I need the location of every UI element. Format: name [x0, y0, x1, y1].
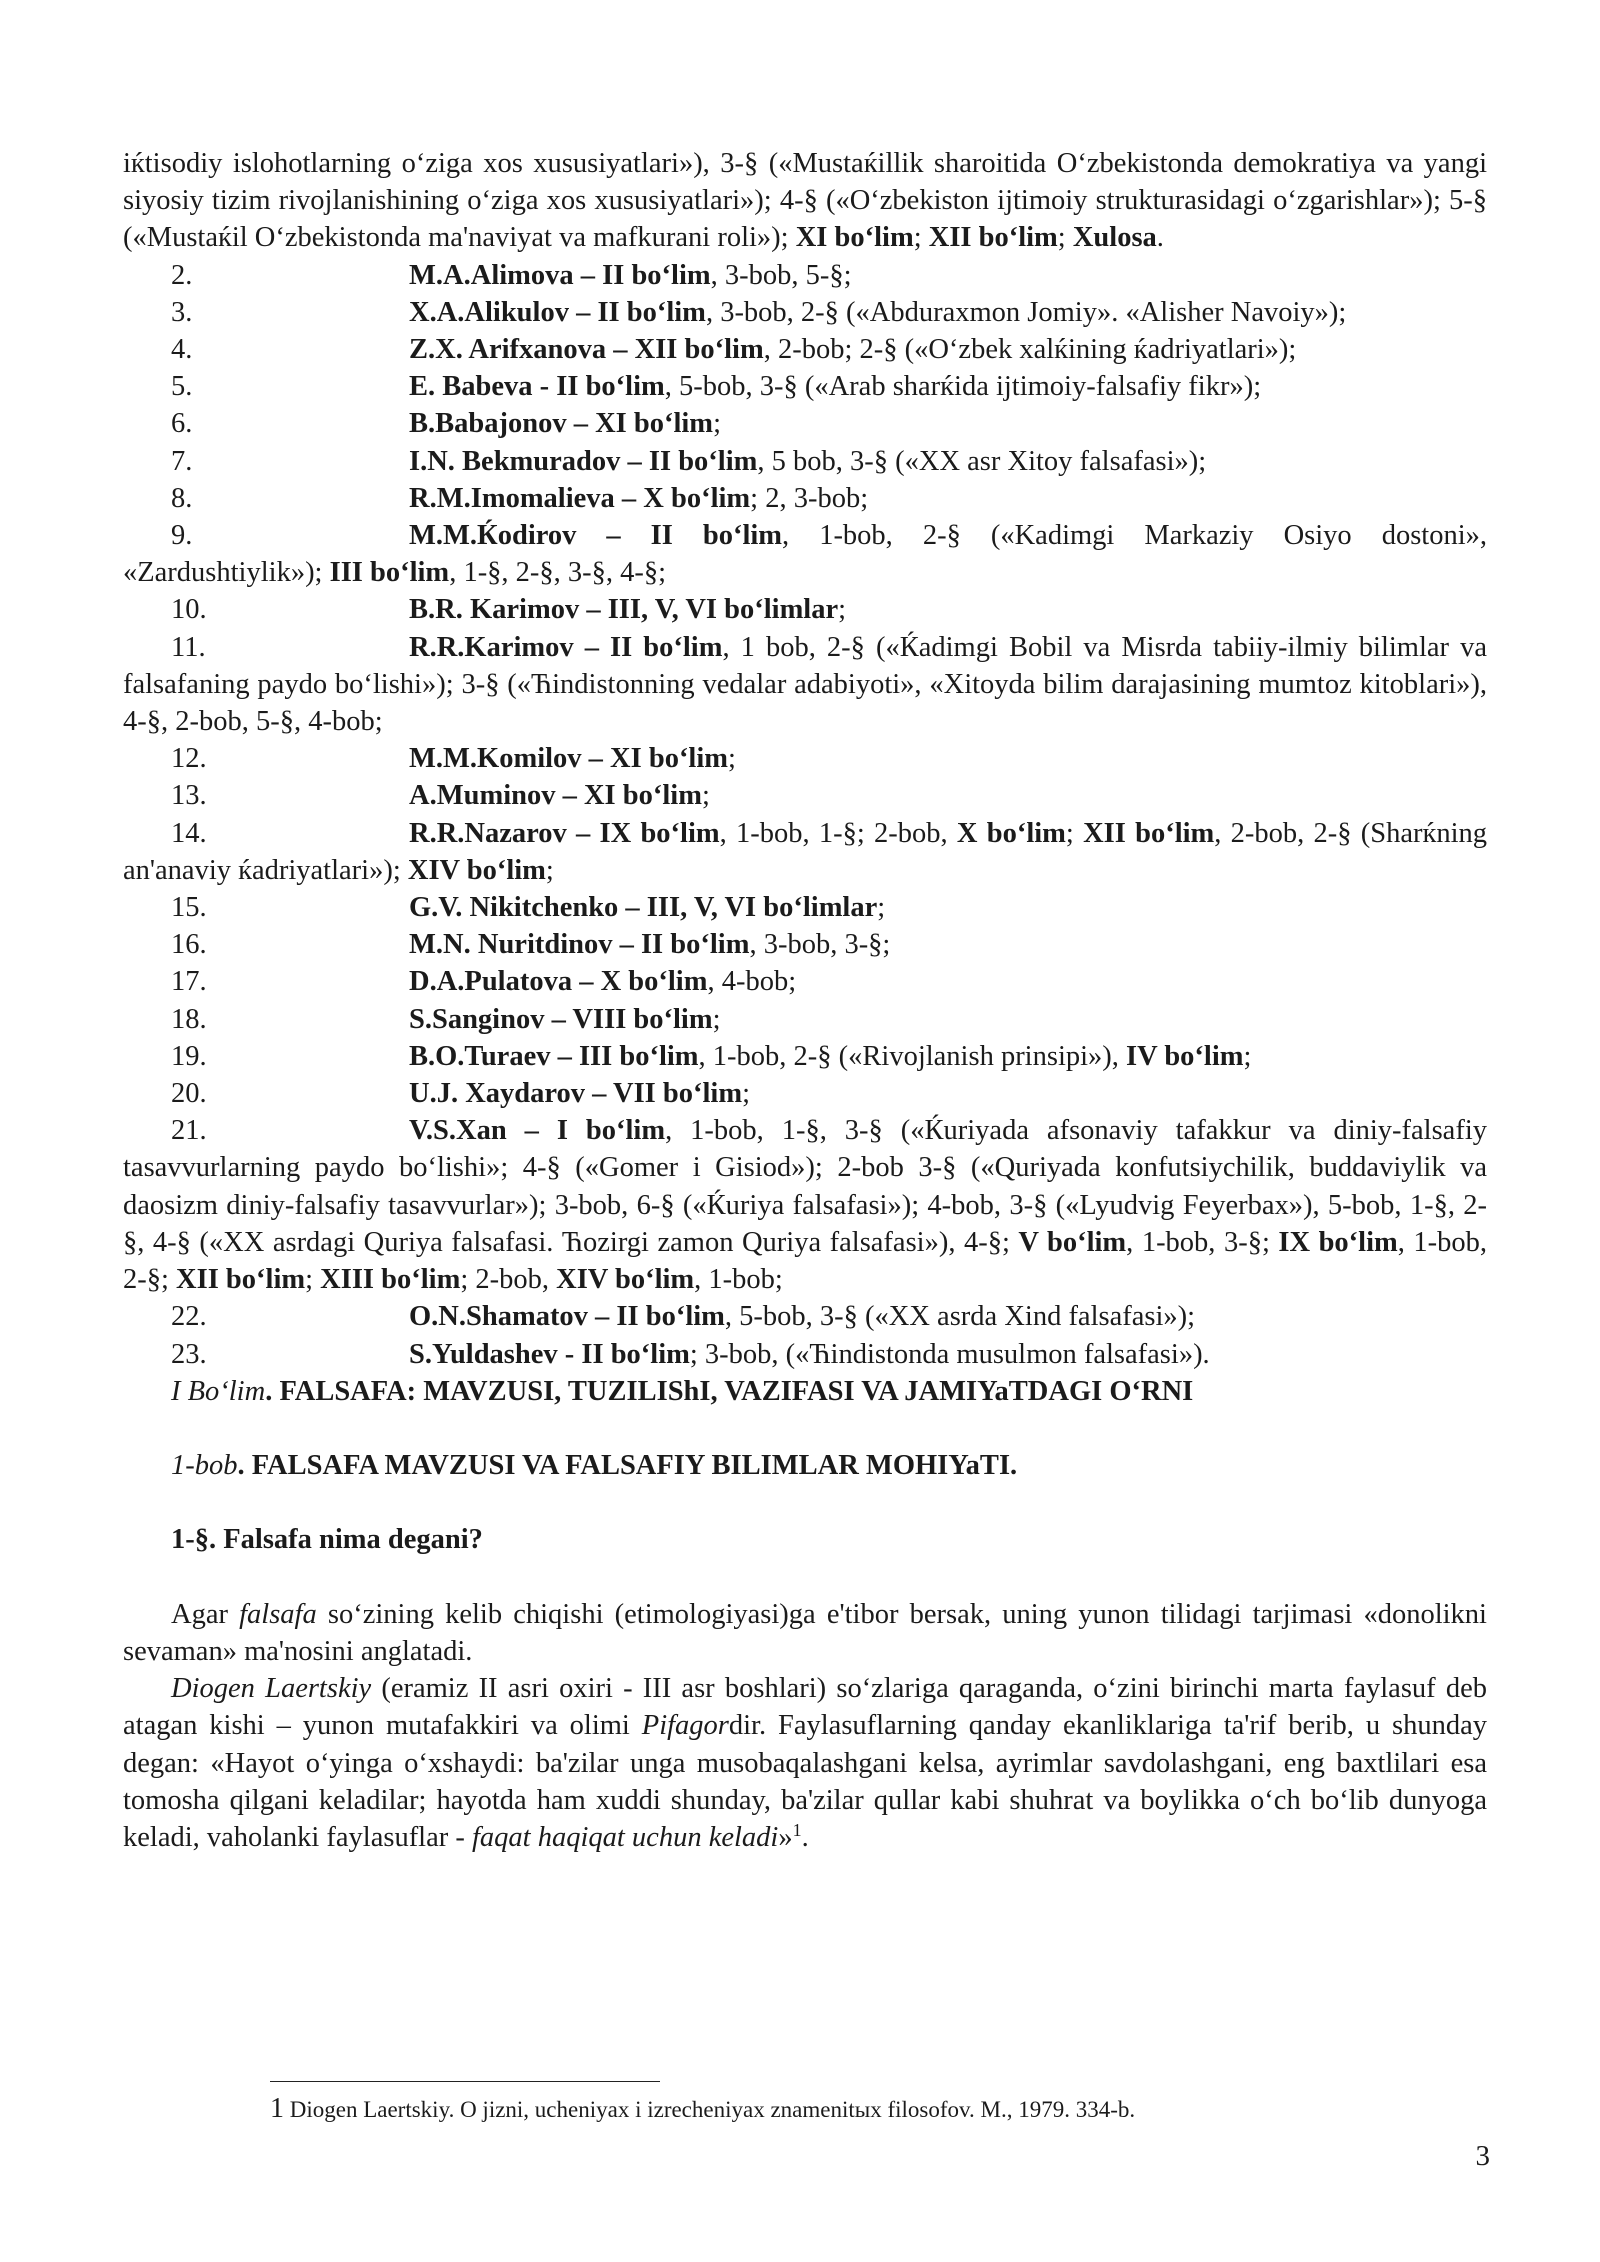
- entry-bold-text: U.J. Xaydarov – VII bo‘lim: [409, 1078, 743, 1110]
- entry-text: ;: [728, 743, 736, 775]
- entry-bold-text: IX bo‘lim: [1278, 1226, 1398, 1258]
- entry-bold-text: R.M.Imomalieva – X bo‘lim: [409, 482, 751, 514]
- entry-number: 23.: [171, 1338, 207, 1370]
- intro-paragraph: iќtisodiy islohotlarning o‘ziga xos xususiyatlari»), 3-§ («Mustaќillik sharoitida O‘zbekistonda demokratiya va yangi siyosiy tizim rivojlanishining o‘ziga xos xususiyatlari»); 4-§ («O‘zbekiston ijtimoiy strukturasidagi o‘zgarishlar»); 5-§ («Mustaќil O‘zbekistonda ma'naviyat va mafkurani roli»); XI bo‘lim; XII bo‘lim; Xulosa.: [123, 148, 1487, 254]
- entry-text: , 1-bob, 1-§, 3-§ («Ќuriyada afsonaviy tafakkur va diniy-falsafiy tasavvurlarning paydo bo‘lishi»; 4-§ («Gomer i Gisiod»); 2-bob 3-§ («Quriyada konfutsiychilik, buddaviylik va daosizm diniy-falsafiy tasavvurlar»); 3-bob, 6-§ («Ќuriya falsafasi»); 4-bob, 3-§ («Lyudvig Feyerbax»), 5-bob, 1-§, 2-§, 4-§ («XX asrdagi Quriya falsafasi. Ћozirgi zamon Quriya falsafasi»), 4-§;: [123, 1115, 1487, 1258]
- entry-number: 6.: [171, 408, 193, 440]
- entry-bold-text: B.R. Karimov – III, V, VI bo‘limlar: [409, 594, 839, 626]
- entry-bold-text: D.A.Pulatova – X bo‘lim: [409, 966, 708, 998]
- entry-number: 8.: [171, 482, 193, 514]
- contributor-entry: [123, 740, 1487, 777]
- entry-number: 10.: [171, 594, 207, 626]
- footnote-separator: [270, 2081, 660, 2082]
- entry-text: , 3-bob, 5-§;: [710, 259, 852, 291]
- entry-number: 22.: [171, 1301, 207, 1333]
- entry-text: , 1-bob;: [694, 1264, 783, 1296]
- entry-text: ;: [713, 408, 721, 440]
- contributor-entry: [123, 517, 1487, 591]
- entry-bold-text: X.A.Alikulov – II bo‘lim: [409, 296, 706, 328]
- entry-number: 17.: [171, 966, 207, 998]
- entry-number: 11.: [171, 631, 206, 663]
- contributor-entry: [123, 405, 1487, 442]
- entry-text: ;: [742, 1078, 750, 1110]
- contributor-entry: [123, 257, 1487, 294]
- entry-text: ;: [712, 1003, 721, 1035]
- entry-text: ;: [1065, 817, 1084, 849]
- entry-text: , 1-bob, 2-§;: [123, 1226, 1487, 1296]
- entry-text: , 1-bob, 3-§;: [1126, 1226, 1279, 1258]
- entry-bold-text: O.N.Shamatov – II bo‘lim: [409, 1301, 725, 1333]
- entry-number: 15.: [171, 892, 207, 924]
- entry-bold-text: G.V. Nikitchenko – III, V, VI bo‘limlar: [409, 892, 878, 924]
- entry-bold-text: M.A.Alimova – II bo‘lim: [409, 259, 711, 291]
- entry-text: ;: [1243, 1040, 1252, 1072]
- entry-bold-text: R.R.Nazarov – IX bo‘lim: [409, 817, 720, 849]
- entry-text: ;: [877, 892, 886, 924]
- entry-bold-text: IV bo‘lim: [1126, 1040, 1244, 1072]
- entry-number: 3.: [171, 296, 193, 328]
- entry-text: , 2-bob; 2-§ («O‘zbek xalќining ќadriyatlari»);: [763, 334, 1297, 366]
- footnote-reference[interactable]: 1: [792, 1820, 802, 1841]
- entry-bold-text: R.R.Karimov – II bo‘lim: [409, 631, 723, 663]
- entry-text: , 3-bob, 3-§;: [749, 929, 891, 961]
- contributor-entry: [123, 294, 1487, 331]
- entry-text: , 1-bob, 1-§; 2-bob,: [719, 817, 957, 849]
- entry-bold-text: M.M.Komilov – XI bo‘lim: [409, 743, 729, 775]
- entry-text: ;: [838, 594, 847, 626]
- contributor-entry: [123, 777, 1487, 814]
- entry-bold-text: A.Muminov – XI bo‘lim: [409, 780, 702, 812]
- contributor-entry: [123, 629, 1487, 741]
- entry-text: , 4-bob;: [707, 966, 797, 998]
- entry-bold-text: B.Babajonov – XI bo‘lim: [409, 408, 714, 440]
- entry-number: 9.: [171, 520, 193, 552]
- entry-text: ;: [545, 854, 554, 886]
- entry-text: , 1 bob, 2-§ («Ќadimgi Bobil va Misrda tabiiy-ilmiy bilimlar va falsafaning paydo bo‘lishi»); 3-§ («Ћindistonning vedalar adabiyoti», «Xitoyda bilim darajasining mumtoz kitoblari»), 4-§, 2-bob, 5-§, 4-bob;: [123, 631, 1487, 738]
- contributor-list: [123, 257, 1487, 1373]
- entry-text: ;: [701, 780, 710, 812]
- body-paragraph-1: Agar falsafa so‘zining kelib chiqishi (etimologiyasi)ga e'tibor bersak, uning yunon tilidagi tarjimasi «donolikni sevaman» ma'nosini anglatadi.: [123, 1598, 1487, 1668]
- entry-bold-text: XII bo‘lim: [176, 1264, 306, 1296]
- entry-number: 18.: [171, 1003, 207, 1035]
- contributor-entry: [123, 963, 1487, 1000]
- contributor-entry: [123, 480, 1487, 517]
- page-number: 3: [1475, 2140, 1490, 2172]
- body-paragraph-2: Diogen Laertskiy (eramiz II asri oxiri - III asr boshlari) so‘zlariga qaraganda, o‘zini birinchi marta faylasuf deb atagan kishi – yunon mutafakkiri va olimi Pifagordir. Faylasuflarning qanday ekanliklariga ta'rif berib, u shunday degan: «Hayot o‘yinga o‘xshaydi: ba'zilar unga musobaqalashgani kelsa, ayrimlar savdolashgani, eng baxtlilari esa tomosha qilgani keladilar; hayotda ham xuddi shunday, ba'zilar qullar kabi shuhrat va boylikka o‘ch bo‘lib dunyoga keladi, vaholanki faylasuflar - faqat haqiqat uchun keladi»$^1$.: [123, 1673, 1488, 1854]
- entry-bold-text: M.M.Ќodirov – II bo‘lim: [409, 520, 783, 552]
- entry-bold-text: XIII bo‘lim: [320, 1264, 461, 1296]
- entry-text: ; 2, 3-bob;: [750, 482, 869, 514]
- contributor-entry: [123, 1038, 1487, 1075]
- entry-number: 20.: [171, 1078, 207, 1110]
- contributor-entry: [123, 591, 1487, 628]
- entry-text: , 1-bob, 2-§ («Rivojlanish prinsipi»),: [698, 1040, 1127, 1072]
- entry-text: , 1-§, 2-§, 3-§, 4-§;: [449, 557, 667, 589]
- contributor-entry: [123, 815, 1487, 889]
- entry-bold-text: I.N. Bekmuradov – II bo‘lim: [409, 445, 758, 477]
- contributor-entry: [123, 1112, 1487, 1298]
- entry-bold-text: X bo‘lim: [956, 817, 1066, 849]
- contributor-entry: [123, 926, 1487, 963]
- contributor-entry: [123, 443, 1487, 480]
- contributor-entry: [123, 331, 1487, 368]
- footnote: 1 Diogen Laertskiy. O jizni, ucheniyax i izrecheniyax znamenitыx filosofov. M., 1979. 334-b.: [270, 2093, 1136, 2124]
- document-body: [123, 145, 1487, 1856]
- section-heading: I Bo‘lim. FALSAFA: MAVZUSI, TUZILIShI, VAZIFASI VA JAMIYaTDAGI O‘RNI: [171, 1375, 1194, 1407]
- entry-text: , 3-bob, 2-§ («Abduraxmon Jomiy». «Alisher Navoiy»);: [705, 296, 1347, 328]
- contributor-entry: [123, 1336, 1487, 1373]
- entry-text: , 5-bob, 3-§ («XX asrda Xind falsafasi»);: [724, 1301, 1196, 1333]
- entry-text: ; 3-bob, («Ћindistonda musulmon falsafasi»).: [689, 1338, 1210, 1370]
- entry-bold-text: V.S.Xan – I bo‘lim: [409, 1115, 666, 1147]
- entry-number: 7.: [171, 445, 193, 477]
- entry-number: 21.: [171, 1115, 207, 1147]
- entry-text: , 2-bob, 2-§ (Sharќning an'anaviy ќadriyatlari»);: [123, 817, 1488, 886]
- entry-bold-text: S.Sanginov – VIII bo‘lim: [409, 1003, 713, 1035]
- entry-number: 13.: [171, 780, 207, 812]
- entry-text: , 5 bob, 3-§ («XX asr Xitoy falsafasi»);: [757, 445, 1207, 477]
- contributor-entry: [123, 1075, 1487, 1112]
- entry-bold-text: S.Yuldashev - II bo‘lim: [409, 1338, 690, 1370]
- subsection-heading: 1-§. Falsafa nima degani?: [171, 1524, 483, 1556]
- entry-number: 16.: [171, 929, 207, 961]
- entry-text: , 1-bob, 2-§ («Kadimgi Markaziy Osiyo dostoni», «Zardushtiylik»);: [123, 520, 1487, 589]
- contributor-entry: [123, 368, 1487, 405]
- contributor-entry: [123, 889, 1487, 926]
- entry-text: ;: [305, 1264, 321, 1296]
- contributor-entry: [123, 1001, 1487, 1038]
- entry-bold-text: Z.X. Arifxanova – XII bo‘lim: [409, 334, 764, 366]
- entry-number: 19.: [171, 1040, 207, 1072]
- entry-bold-text: M.N. Nuritdinov – II bo‘lim: [409, 929, 750, 961]
- entry-bold-text: XII bo‘lim: [1083, 817, 1215, 849]
- entry-number: 4.: [171, 334, 193, 366]
- entry-number: 12.: [171, 743, 207, 775]
- entry-number: 5.: [171, 371, 193, 403]
- entry-bold-text: XIV bo‘lim: [407, 854, 546, 886]
- contributor-entry: [123, 1298, 1487, 1335]
- entry-number: 14.: [171, 817, 207, 849]
- entry-bold-text: XIV bo‘lim: [556, 1264, 695, 1296]
- entry-bold-text: III bo‘lim: [329, 557, 450, 589]
- entry-bold-text: V bo‘lim: [1018, 1226, 1127, 1258]
- entry-number: 2.: [171, 259, 193, 291]
- chapter-heading: 1-bob. FALSAFA MAVZUSI VA FALSAFIY BILIMLAR MOHIYaTI.: [171, 1450, 1018, 1482]
- entry-bold-text: E. Babeva - II bo‘lim: [409, 371, 665, 403]
- entry-text: ; 2-bob,: [460, 1264, 557, 1296]
- entry-bold-text: B.O.Turaev – III bo‘lim: [409, 1040, 699, 1072]
- entry-text: , 5-bob, 3-§ («Arab sharќida ijtimoiy-falsafiy fikr»);: [664, 371, 1262, 403]
